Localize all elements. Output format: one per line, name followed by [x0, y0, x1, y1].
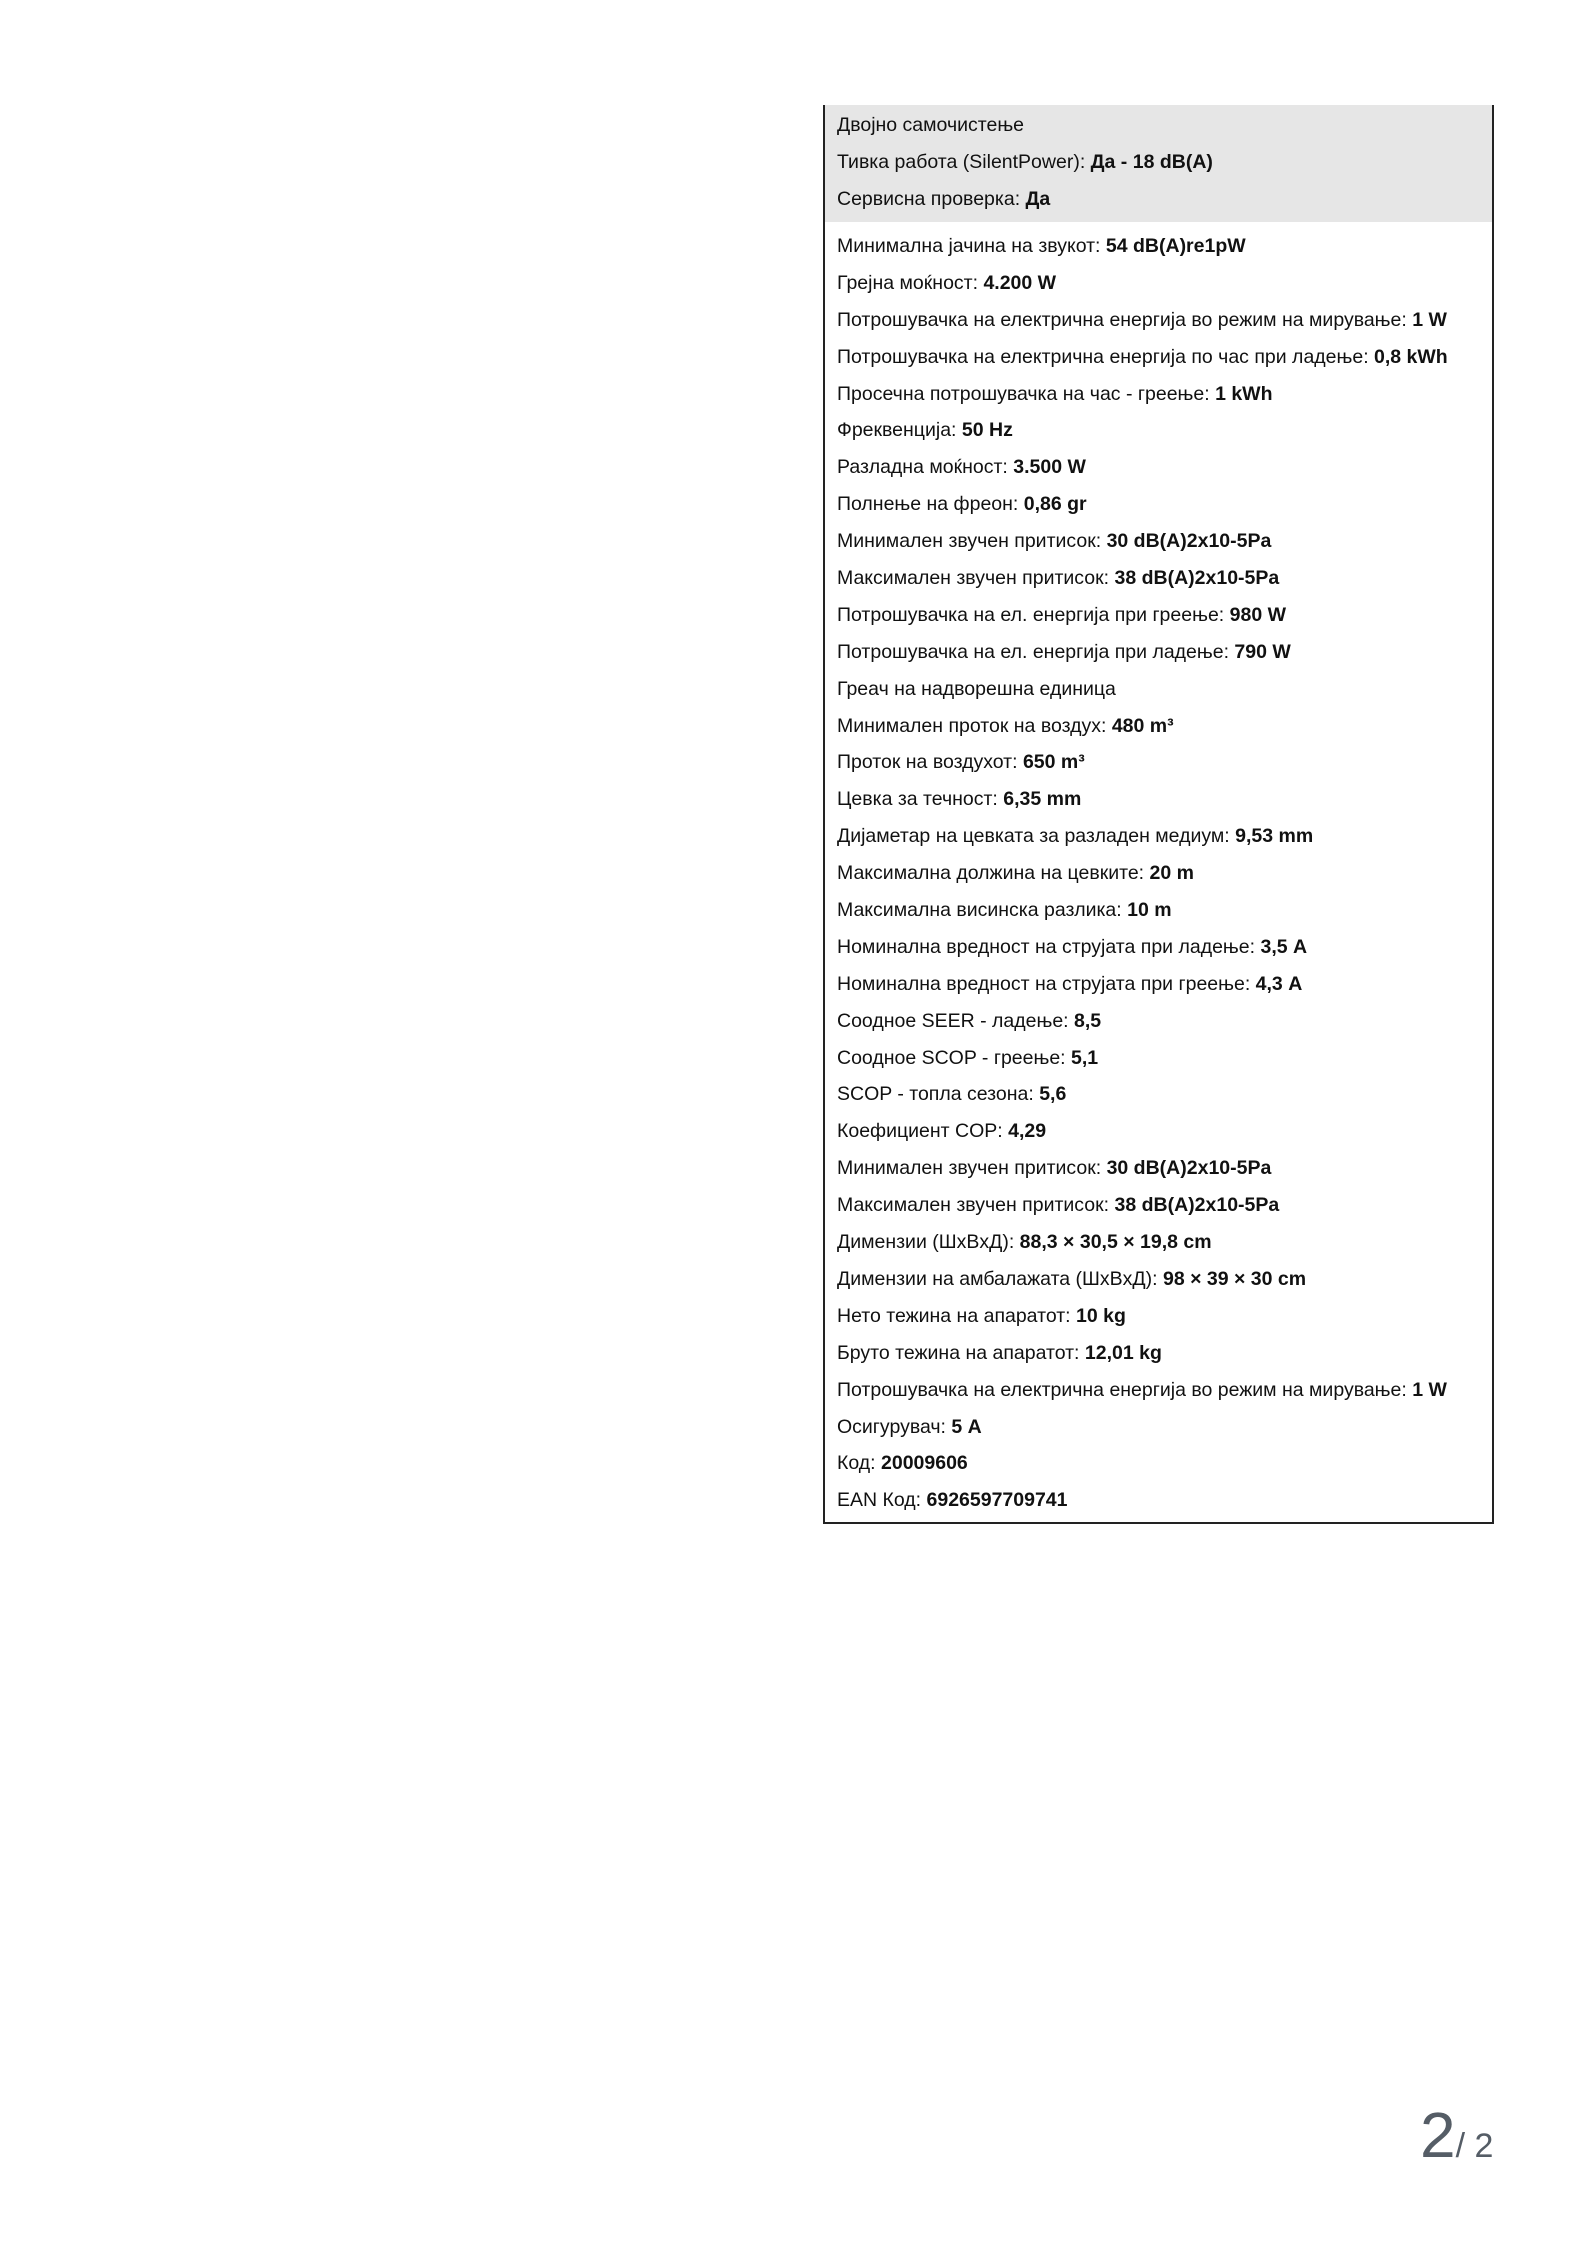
spec-value: 5,6 — [1039, 1083, 1067, 1106]
spec-row — [825, 339, 1492, 376]
spec-value: 1 W — [1412, 1378, 1447, 1401]
spec-value: 20 m — [1149, 862, 1194, 885]
spec-row — [825, 412, 1492, 449]
spec-label: Максимален звучен притисок: — [837, 567, 1115, 590]
spec-row — [825, 181, 1492, 218]
page-number — [1420, 2098, 1493, 2172]
spec-row — [825, 1003, 1492, 1040]
spec-row — [825, 1372, 1492, 1409]
spec-row — [825, 671, 1492, 708]
spec-label: Фреквенција: — [837, 419, 962, 442]
spec-row — [825, 486, 1492, 523]
spec-value: 1 W — [1412, 308, 1447, 331]
spec-value: 6926597709741 — [926, 1489, 1068, 1512]
spec-row — [825, 1040, 1492, 1077]
spec-value: 3.500 W — [1013, 456, 1086, 479]
spec-label: Димензии на амбалажата (ШxВxД): — [837, 1267, 1163, 1290]
spec-value: 10 kg — [1076, 1304, 1126, 1327]
spec-value: 50 Hz — [961, 419, 1013, 442]
spec-value: 5,1 — [1071, 1046, 1099, 1069]
spec-row — [825, 1076, 1492, 1113]
spec-row — [825, 1113, 1492, 1150]
spec-row — [825, 302, 1492, 339]
spec-label: Минимален проток на воздух: — [837, 714, 1112, 737]
spec-row — [825, 1335, 1492, 1372]
spec-value: 98 × 39 × 30 cm — [1162, 1267, 1307, 1290]
spec-row — [825, 265, 1492, 302]
spec-label: Коефициент COP: — [837, 1120, 1009, 1143]
spec-label: Минимален звучен притисок: — [837, 530, 1107, 553]
spec-row — [825, 1150, 1492, 1187]
spec-label: Потрошувачка на електрична енергија во режим на мирување: — [837, 1378, 1413, 1401]
spec-value: 10 m — [1127, 899, 1172, 922]
spec-value: 980 W — [1229, 603, 1286, 626]
spec-label: Нето тежина на апаратот: — [837, 1304, 1076, 1327]
page-current: 2 — [1420, 2099, 1456, 2171]
spec-row — [825, 144, 1492, 181]
spec-label: Проток на воздухот: — [837, 751, 1023, 774]
spec-value: 4,29 — [1008, 1120, 1047, 1143]
spec-label: Максимална должина на цевките: — [837, 862, 1150, 885]
spec-label: Полнење на фреон: — [837, 493, 1024, 516]
spec-row — [825, 708, 1492, 745]
spec-label: EAN Код: — [837, 1489, 927, 1512]
spec-value: Да — [1025, 188, 1051, 210]
spec-row — [825, 1187, 1492, 1224]
spec-label: Греач на надворешна единица — [837, 677, 1116, 700]
spec-table — [823, 105, 1494, 1524]
spec-row — [825, 107, 1492, 144]
spec-label: Потрошувачка на ел. енергија при ладење: — [837, 640, 1235, 663]
spec-shaded-group — [825, 105, 1492, 222]
spec-value: 480 m³ — [1111, 714, 1174, 737]
spec-row — [825, 744, 1492, 781]
spec-label: Потрошувачка на електрична енергија во режим на мирување: — [837, 308, 1413, 331]
spec-label: Потрошувачка на електрична енергија по час при ладење: — [837, 345, 1375, 368]
spec-value: 30 dB(A)2x10-5Pa — [1106, 1157, 1272, 1180]
spec-value: 1 kWh — [1215, 382, 1273, 405]
spec-label: Потрошувачка на ел. енергија при греење: — [837, 603, 1230, 626]
spec-label: Минимален звучен притисок: — [837, 1157, 1107, 1180]
spec-row — [825, 449, 1492, 486]
spec-row — [825, 376, 1492, 413]
spec-row — [825, 560, 1492, 597]
spec-label: Номинална вредност на струјата при греење: — [837, 972, 1256, 995]
spec-row — [825, 818, 1492, 855]
spec-value: 12,01 kg — [1084, 1341, 1162, 1364]
spec-value: 20009606 — [881, 1452, 968, 1475]
spec-row — [825, 1445, 1492, 1482]
spec-value: 38 dB(A)2x10-5Pa — [1114, 567, 1280, 590]
spec-row — [825, 929, 1492, 966]
spec-row — [825, 228, 1492, 265]
spec-label: Максимална висинска разлика: — [837, 899, 1128, 922]
spec-row — [825, 1298, 1492, 1335]
spec-value: 4.200 W — [983, 271, 1057, 294]
spec-label: Тивка работа (SilentPower): — [837, 151, 1091, 173]
spec-value: Да - 18 dB(A) — [1090, 151, 1213, 173]
spec-label: Двојно самочистење — [837, 114, 1025, 136]
spec-row — [825, 1224, 1492, 1261]
spec-value: 5 A — [951, 1415, 982, 1438]
spec-label: Разладна моќност: — [837, 456, 1014, 479]
spec-value: 30 dB(A)2x10-5Pa — [1106, 530, 1272, 553]
page-total: / 2 — [1455, 2127, 1494, 2165]
spec-value: 38 dB(A)2x10-5Pa — [1114, 1194, 1280, 1217]
spec-value: 6,35 mm — [1003, 788, 1082, 811]
spec-row — [825, 781, 1492, 818]
spec-label: SCOP - топла сезона: — [837, 1083, 1040, 1106]
spec-value: 790 W — [1234, 640, 1291, 663]
spec-value: 0,8 kWh — [1374, 345, 1448, 368]
spec-value: 8,5 — [1074, 1009, 1102, 1032]
spec-row — [825, 1261, 1492, 1298]
spec-label: Максимален звучен притисок: — [837, 1194, 1115, 1217]
spec-label: Дијаметар на цевката за разладен медиум: — [837, 825, 1236, 848]
spec-row — [825, 1482, 1492, 1519]
spec-list — [825, 222, 1492, 1522]
spec-row — [825, 892, 1492, 929]
spec-label: Соодное SCOP - греење: — [837, 1046, 1072, 1069]
spec-label: Бруто тежина на апаратот: — [837, 1341, 1085, 1364]
spec-label: Сервисна проверка: — [837, 188, 1026, 210]
spec-row — [825, 855, 1492, 892]
spec-value: 0,86 gr — [1023, 493, 1087, 516]
spec-label: Код: — [837, 1452, 881, 1475]
spec-value: 4,3 A — [1255, 972, 1303, 995]
spec-label: Осигурувач: — [837, 1415, 952, 1438]
spec-label: Цевка за течност: — [837, 788, 1004, 811]
spec-label: Соодное SEER - ладење: — [837, 1009, 1074, 1032]
spec-value: 54 dB(A)re1pW — [1105, 235, 1246, 257]
spec-value: 88,3 × 30,5 × 19,8 cm — [1019, 1231, 1212, 1254]
spec-row — [825, 523, 1492, 560]
spec-value: 9,53 mm — [1235, 825, 1314, 848]
spec-row — [825, 597, 1492, 634]
spec-value: 3,5 A — [1260, 935, 1308, 958]
spec-label: Минимална јачина на звукот: — [837, 235, 1106, 257]
spec-label: Просечна потрошувачка на час - греење: — [837, 382, 1216, 405]
spec-row — [825, 1409, 1492, 1446]
spec-label: Грејна моќност: — [837, 271, 984, 294]
spec-label: Димензии (ШxВxД): — [837, 1231, 1020, 1254]
spec-value: 650 m³ — [1022, 751, 1085, 774]
spec-row — [825, 966, 1492, 1003]
spec-row — [825, 634, 1492, 671]
spec-label: Номинална вредност на струјата при ладење: — [837, 935, 1261, 958]
